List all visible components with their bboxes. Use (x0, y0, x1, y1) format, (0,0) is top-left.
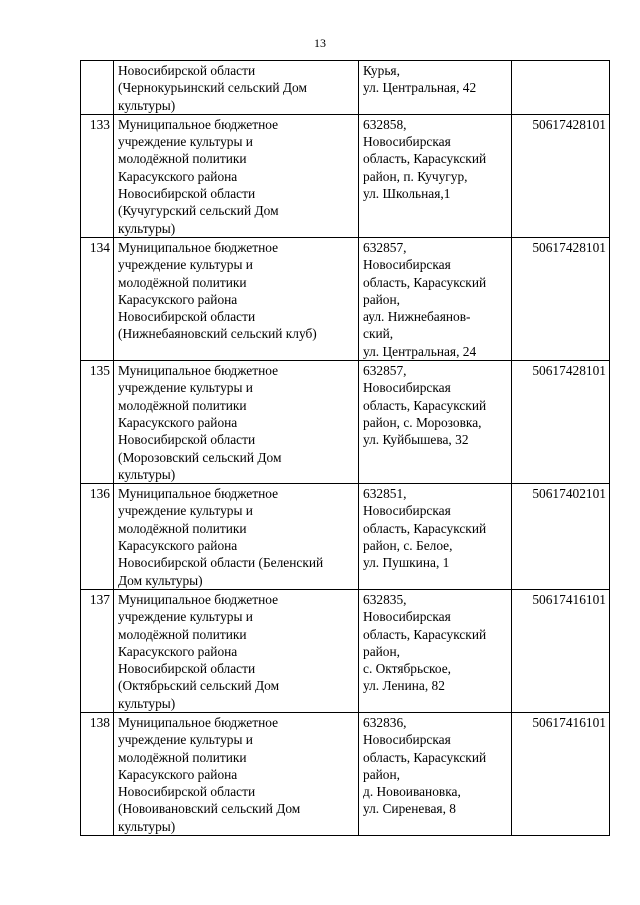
oktmo-code: 50617428101 (512, 237, 610, 360)
row-number: 137 (81, 589, 114, 712)
table-row (81, 61, 610, 115)
row-number: 136 (81, 484, 114, 590)
oktmo-code: 50617428101 (512, 361, 610, 484)
table-row (81, 712, 610, 835)
institution-address: 632857, Новосибирская область, Карасукский район, с. Морозовка, ул. Куйбышева, 32 (359, 361, 512, 484)
oktmo-code: 50617416101 (512, 712, 610, 835)
institution-address: 632836, Новосибирская область, Карасукский район, д. Новоивановка, ул. Сиреневая, 8 (359, 712, 512, 835)
oktmo-code: 50617402101 (512, 484, 610, 590)
table-row (81, 237, 610, 360)
row-number (81, 61, 114, 115)
table-row (81, 484, 610, 590)
oktmo-code: 50617428101 (512, 114, 610, 237)
institution-address: 632857, Новосибирская область, Карасукский район, аул. Нижнебаянов- ский, ул. Центральная, 24 (359, 237, 512, 360)
institution-name: Новосибирской области (Чернокурьинский сельский Дом культуры) (114, 61, 359, 115)
institution-name: Муниципальное бюджетное учреждение культуры и молодёжной политики Карасукского района Новосибирской области (Новоивановский сельский Дом культуры) (114, 712, 359, 835)
institution-name: Муниципальное бюджетное учреждение культуры и молодёжной политики Карасукского района Новосибирской области (Нижнебаяновский сельский клуб) (114, 237, 359, 360)
oktmo-code (512, 61, 610, 115)
page-number: 13 (314, 36, 326, 50)
oktmo-code: 50617416101 (512, 589, 610, 712)
row-number: 133 (81, 114, 114, 237)
row-number: 134 (81, 237, 114, 360)
row-number: 135 (81, 361, 114, 484)
institution-name: Муниципальное бюджетное учреждение культуры и молодёжной политики Карасукского района Новосибирской области (Октябрьский сельский Дом культуры) (114, 589, 359, 712)
institution-address: 632858, Новосибирская область, Карасукский район, п. Кучугур, ул. Школьная,1 (359, 114, 512, 237)
institution-name: Муниципальное бюджетное учреждение культуры и молодёжной политики Карасукского района Новосибирской области (Кучугурский сельский Дом культуры) (114, 114, 359, 237)
row-number: 138 (81, 712, 114, 835)
institutions-table (80, 60, 610, 836)
institution-address: 632851, Новосибирская область, Карасукский район, с. Белое, ул. Пушкина, 1 (359, 484, 512, 590)
table-row (81, 589, 610, 712)
institution-address: Курья, ул. Центральная, 42 (359, 61, 512, 115)
table-row (81, 361, 610, 484)
table-row (81, 114, 610, 237)
institution-name: Муниципальное бюджетное учреждение культуры и молодёжной политики Карасукского района Новосибирской области (Морозовский сельский Дом культуры) (114, 361, 359, 484)
institution-address: 632835, Новосибирская область, Карасукский район, с. Октябрьское, ул. Ленина, 82 (359, 589, 512, 712)
institution-name: Муниципальное бюджетное учреждение культуры и молодёжной политики Карасукского района Новосибирской области (Беленский Дом культуры) (114, 484, 359, 590)
